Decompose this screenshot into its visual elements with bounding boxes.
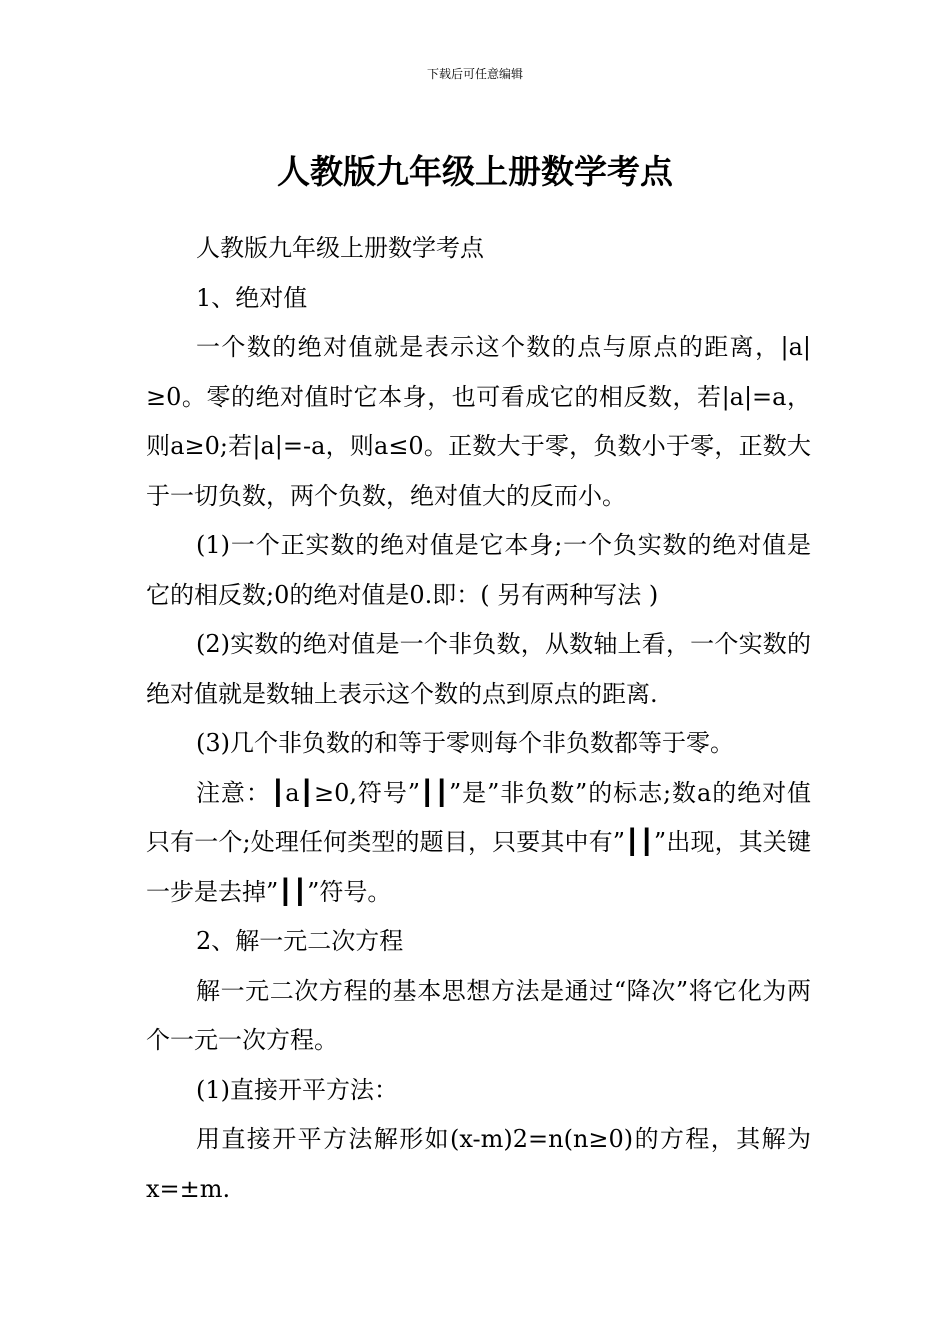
paragraph-quadratic-idea: 解一元二次方程的基本思想方法是通过“降次”将它化为两个一元一次方程。: [146, 976, 811, 1054]
paragraph-point-3: (3)几个非负数的和等于零则每个非负数都等于零。: [196, 729, 734, 757]
paragraph-direct-square-root: 用直接开平方法解形如(x-m)2=n(n≥0)的方程，其解为x=±m.: [146, 1125, 811, 1203]
paragraph-note: 注意：┃a┃≥0,符号”┃┃”是”非负数”的标志;数a的绝对值只有一个;处理任何类型的题目，只要其中有”┃┃”出现，其关键一步是去掉”┃┃”符号。: [146, 778, 811, 906]
paragraph-absolute-value-definition: 一个数的绝对值就是表示这个数的点与原点的距离，|a|≥0。零的绝对值时它本身，也可看成它的相反数，若|a|=a，则a≥0;若|a|=-a，则a≤0。正数大于零，负数小于零，正数大于一切负数，两个负数，绝对值大的反而小。: [146, 333, 811, 510]
section-heading-absolute-value: 1、绝对值: [196, 283, 308, 312]
section-heading-quadratic: 2、解一元二次方程: [196, 927, 404, 955]
header-note: 下载后可任意编辑: [426, 67, 523, 81]
paragraph-point-2: (2)实数的绝对值是一个非负数，从数轴上看，一个实数的绝对值就是数轴上表示这个数的点到原点的距离.: [146, 630, 811, 708]
paragraph-point-1: (1)一个正实数的绝对值是它本身;一个负实数的绝对值是它的相反数;0的绝对值是0.即：( 另有两种写法 ): [146, 531, 811, 609]
document-body: [146, 224, 811, 1214]
document-title: 人教版九年级上册数学考点: [277, 152, 673, 192]
subtitle-paragraph: 人教版九年级上册数学考点: [196, 234, 484, 262]
subheading-direct-square-root: (1)直接开平方法：: [196, 1075, 398, 1104]
